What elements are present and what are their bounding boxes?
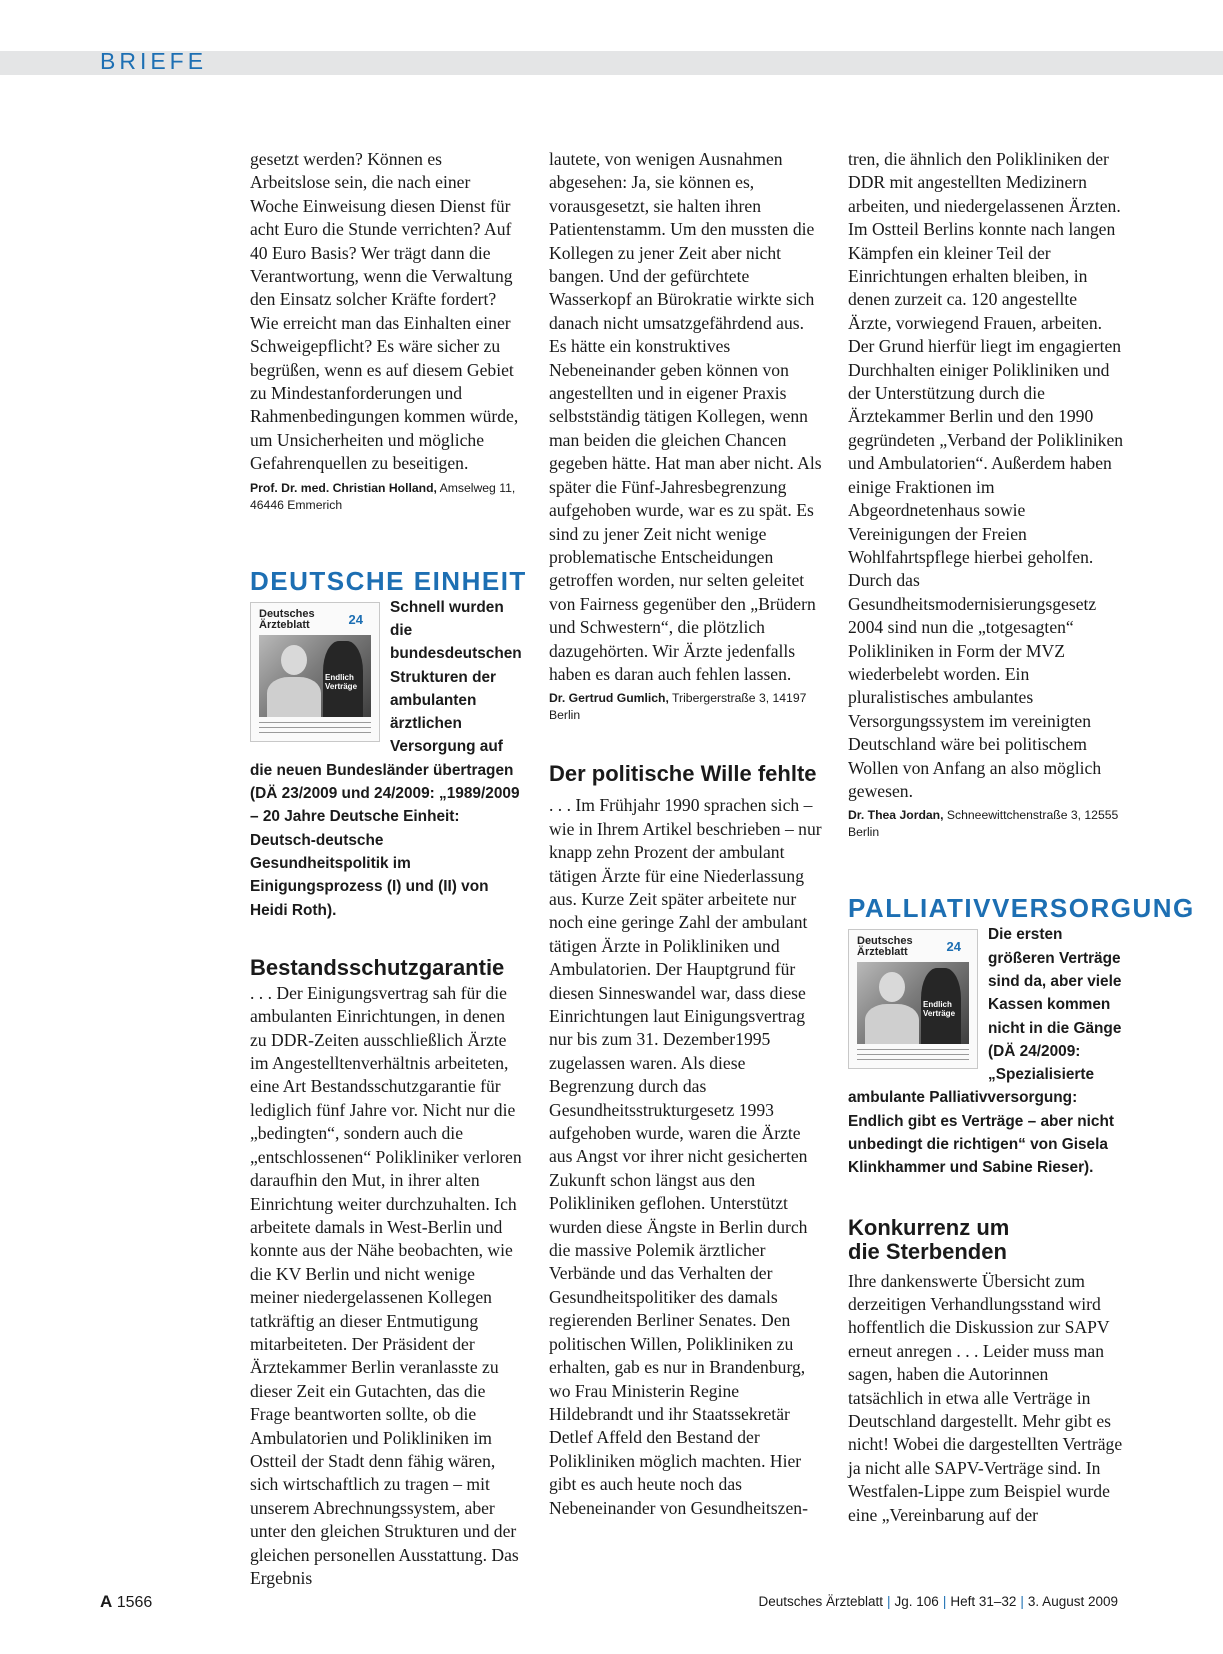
signature-address: Schneewittchenstraße 3, 12555 Berlin bbox=[848, 808, 1119, 840]
rubric-heading: DEUTSCHE EINHEIT bbox=[250, 565, 527, 596]
journal-issue: Heft 31–32 bbox=[950, 1594, 1017, 1609]
column-3 bbox=[848, 148, 1195, 1527]
teaser-block bbox=[848, 923, 1124, 1179]
signature-name: Dr. Gertrud Gumlich, bbox=[549, 691, 669, 706]
signature-address: Amselweg 11, 46446 Emmerich bbox=[250, 480, 516, 512]
letter-text: Ihre dankenswerte Übersicht zum derzeitigen Verhandlungsstand wird hoffentlich die Diskussion zur SAPV erneut anregen . . . Leider muss man sagen, haben die Autorinnen tatsächlich in etwa alle Verträge in Deutschland dargestellt. Mehr gibt es nicht! Wobei die dargestellten Verträge ja nicht alle SAPV-Verträge sind. In Westfalen-Lippe zum Beispiel wurde eine „Vereinbarung auf der bbox=[848, 1270, 1123, 1525]
magazine-cover-image bbox=[848, 929, 978, 1069]
teaser-block bbox=[250, 596, 522, 922]
letter-headline-line: Konkurrenz um bbox=[848, 1214, 1010, 1240]
column-1 bbox=[250, 148, 527, 1590]
cover-text-lines bbox=[857, 1049, 969, 1063]
journal-footer bbox=[758, 1594, 1118, 1609]
cover-headline: Verträge bbox=[923, 1009, 956, 1019]
cover-headline: Endlich bbox=[923, 1000, 952, 1010]
cover-headline: Endlich bbox=[325, 672, 354, 682]
letter-headline: Der politische Wille fehlte bbox=[549, 761, 817, 787]
separator: | bbox=[887, 1594, 891, 1609]
magazine-cover-image bbox=[250, 602, 380, 742]
teaser-text: Schnell wurden die bundesdeutschen Strukturen der ambulanten ärztlichen Versorgung auf die neuen Bundesländer übertragen (DÄ 23/2009 und 24/2009: „1989/2009 – 20 Jahre Deutsche Einheit: Deutsch-deutsche Gesundheitspolitik im Einigungsprozess (I) und (II) von Heidi Roth). bbox=[250, 598, 522, 919]
letter-headline bbox=[848, 1216, 1124, 1264]
page-letter: A bbox=[100, 1592, 113, 1611]
letter-continuation: tren, die ähnlich den Polikliniken der DDR mit angestellten Medizinern arbeiten, und niedergelassenen Ärzten. Im Ostteil Berlins konnte nach langen Kämpfen ein kleiner Teil der Einrichtungen erhalten bleiben, in denen zurzeit ca. 120 angestellte Ärzte, vorwiegend Frauen, arbeiten. Der Grund hierfür liegt im engagierten Durchhalten einiger Polikliniken und der Unterstützung durch die Ärztekammer Berlin und den 1990 gegründeten „Verband der Polikliniken und Ambulatorien“. Außerdem haben einige Fraktionen im Abgeordnetenhaus sowie Vereinigungen der Freien Wohlfahrtspflege hierbei geholfen. Durch das Gesundheitsmodernisierungsgesetz 2004 sind nun die „totgesagten“ Polikliniken in Form der MVZ wiederbelebt worden. Ein pluralistisches ambulantes Versorgungssystem im vereinigten Deutschland wäre bei politischem Wollen von Anfang an also möglich gewesen. bbox=[848, 149, 1124, 801]
page-number bbox=[100, 1592, 152, 1612]
cover-title: Ärzteblatt bbox=[857, 946, 908, 959]
page-number-value: 1566 bbox=[116, 1594, 153, 1611]
journal-date: 3. August 2009 bbox=[1027, 1594, 1118, 1609]
rubric-heading: PALLIATIVVERSORGUNG bbox=[848, 893, 1195, 924]
separator: | bbox=[942, 1594, 947, 1609]
letter-signature bbox=[549, 690, 825, 724]
letter-signature bbox=[250, 480, 522, 514]
journal-volume: Jg. 106 bbox=[894, 1594, 939, 1609]
cover-headline: Verträge bbox=[325, 681, 358, 691]
journal-name: Deutsches Ärzteblatt bbox=[758, 1594, 884, 1609]
column-2 bbox=[549, 148, 825, 1520]
cover-text-lines bbox=[259, 722, 371, 736]
letter-continuation: gesetzt werden? Können es Arbeitslose sein, die nach einer Woche Einweisung diesen Dienst für acht Euro die Stunde verrichten? Auf 40 Euro Basis? Wer trägt dann die Verantwortung, wenn die Verwaltung den Einsatz solcher Kräfte fordert? Wie erreicht man das Einhalten einer Schweigepflicht? Es wäre sicher zu begrüßen, wenn es auf diesem Gebiet zu Mindestanforderungen und Rahmenbedingungen kommen würde, um Unsicherheiten und mögliche Gefahrenquellen zu beseitigen. bbox=[250, 149, 519, 474]
signature-name: Prof. Dr. med. Christian Holland, bbox=[250, 480, 437, 495]
signature-name: Dr. Thea Jordan, bbox=[848, 808, 944, 823]
letter-signature bbox=[848, 807, 1124, 841]
cover-issue-number: 24 bbox=[348, 611, 363, 627]
letter-continuation: lautete, von wenigen Ausnahmen abgesehen: Ja, sie können es, vorausgesetzt, sie halten ihren Patientenstamm. Um den mussten die Kollegen zu jener Zeit aber nicht bangen. Und der gefürchtete Wasserkopf an Bürokratie wirkte sich danach nicht umsatzgefährdend aus. Es hätte ein konstruktives Nebeneinander geben können von angestellten und in eigener Praxis selbstständig tätigen Kollegen, wenn man beiden die gleichen Chancen gegeben hätte. Hat man aber nicht. Als später die Fünf-Jahresbegrenzung aufgehoben wurde, war es zu spät. Es sind zu jener Zeit nicht wenige problematische Entscheidungen getroffen worden, nur selten geleitet von Fairness gegenüber den „Brüdern und Schwestern“, die plötzlich dazugehörten. Wir Ärzte jedenfalls haben es daran auch fehlen lassen. bbox=[549, 149, 822, 684]
cover-title: Deutsches bbox=[259, 607, 315, 620]
teaser-text: Die ersten größeren Verträge sind da, aber viele Kassen kommen nicht in die Gänge (DÄ 24/2009: „Spezialisierte ambulante Palliativversorgung: Endlich gibt es Verträge – aber nicht unbedingt die richtigen“ von Gisela Klinkhammer und Sabine Rieser). bbox=[848, 926, 1122, 1177]
letter-text: . . . Der Einigungsvertrag sah für die ambulanten Einrichtungen, in denen zu DDR-Zeiten ausschließlich Ärzte im Angestelltenverhältnis arbeiteten, eine Art Bestandsschutzgarantie für lediglich fünf Jahre vor. Nicht nur die „bedingten“, sondern auch die „entschlossenen“ Polikliniker verloren daraufhin den Mut, in ihrer alten Einrichtung weiter durchzuhalten. Ich arbeitete damals in West-Berlin und konnte aus der Nähe beobachten, wie die KV Berlin und nicht wenige meiner niedergelassenen Kollegen tatkräftig an dieser Entmutigung mitarbeiteten. Der Präsident der Ärztekammer Berlin veranlasste zu dieser Zeit ein Gutachten, das die Frage beantworten sollte, ob die Ambulatorien und Polikliniken im Ostteil der Stadt denn fähig wären, sich wirtschaftlich zu tragen – mit unserem Abrechnungssystem, aber unter den gleichen Strukturen und der gleichen personellen Ausstattung. Das Ergebnis bbox=[250, 982, 522, 1588]
cover-title: Ärzteblatt bbox=[259, 618, 310, 631]
letter-headline: Bestandsschutzgarantie bbox=[250, 954, 505, 980]
section-label: BRIEFE bbox=[100, 48, 208, 74]
cover-title: Deutsches bbox=[857, 935, 913, 948]
letter-text: . . . Im Frühjahr 1990 sprachen sich – wie in Ihrem Artikel beschrieben – nur knapp zehn Prozent der ambulant tätigen Ärzte für eine Niederlassung aus. Kurze Zeit später arbeitete nur noch eine geringe Zahl der ambulant tätigen Ärzte in Polikliniken und Ambulatorien. Der Hauptgrund für diesen Sinneswandel war, dass diese Einrichtungen laut Einigungsvertrag nur bis zum 31. Dezember1995 zugelassen waren. Als diese Begrenzung durch das Gesundheitsstrukturgesetz 1993 aufgehoben wurde, waren die Ärzte aus Angst vor ihrer nicht gesicherten Zukunft schon längst aus den Polikliniken geflohen. Unterstützt wurden diese Ängste in Berlin durch die massive Polemik ärztlicher Verbände und das Verhalten der Gesundheitspolitiker des damals regierenden Berliner Senates. Den politischen Willen, Polikliniken zu erhalten, gab es nur in Brandenburg, wo Frau Ministerin Regine Hildebrandt und ihr Staatssekretär Detlef Affeld den Bestand der Polikliniken möglich machten. Hier gibt es auch heute noch das Nebeneinander von Gesundheitszen- bbox=[549, 795, 822, 1518]
cover-issue-number: 24 bbox=[946, 939, 961, 955]
letter-headline-line: die Sterbenden bbox=[848, 1238, 1007, 1264]
separator: | bbox=[1020, 1594, 1024, 1609]
signature-address: Tribergerstraße 3, 14197 Berlin bbox=[549, 691, 807, 723]
